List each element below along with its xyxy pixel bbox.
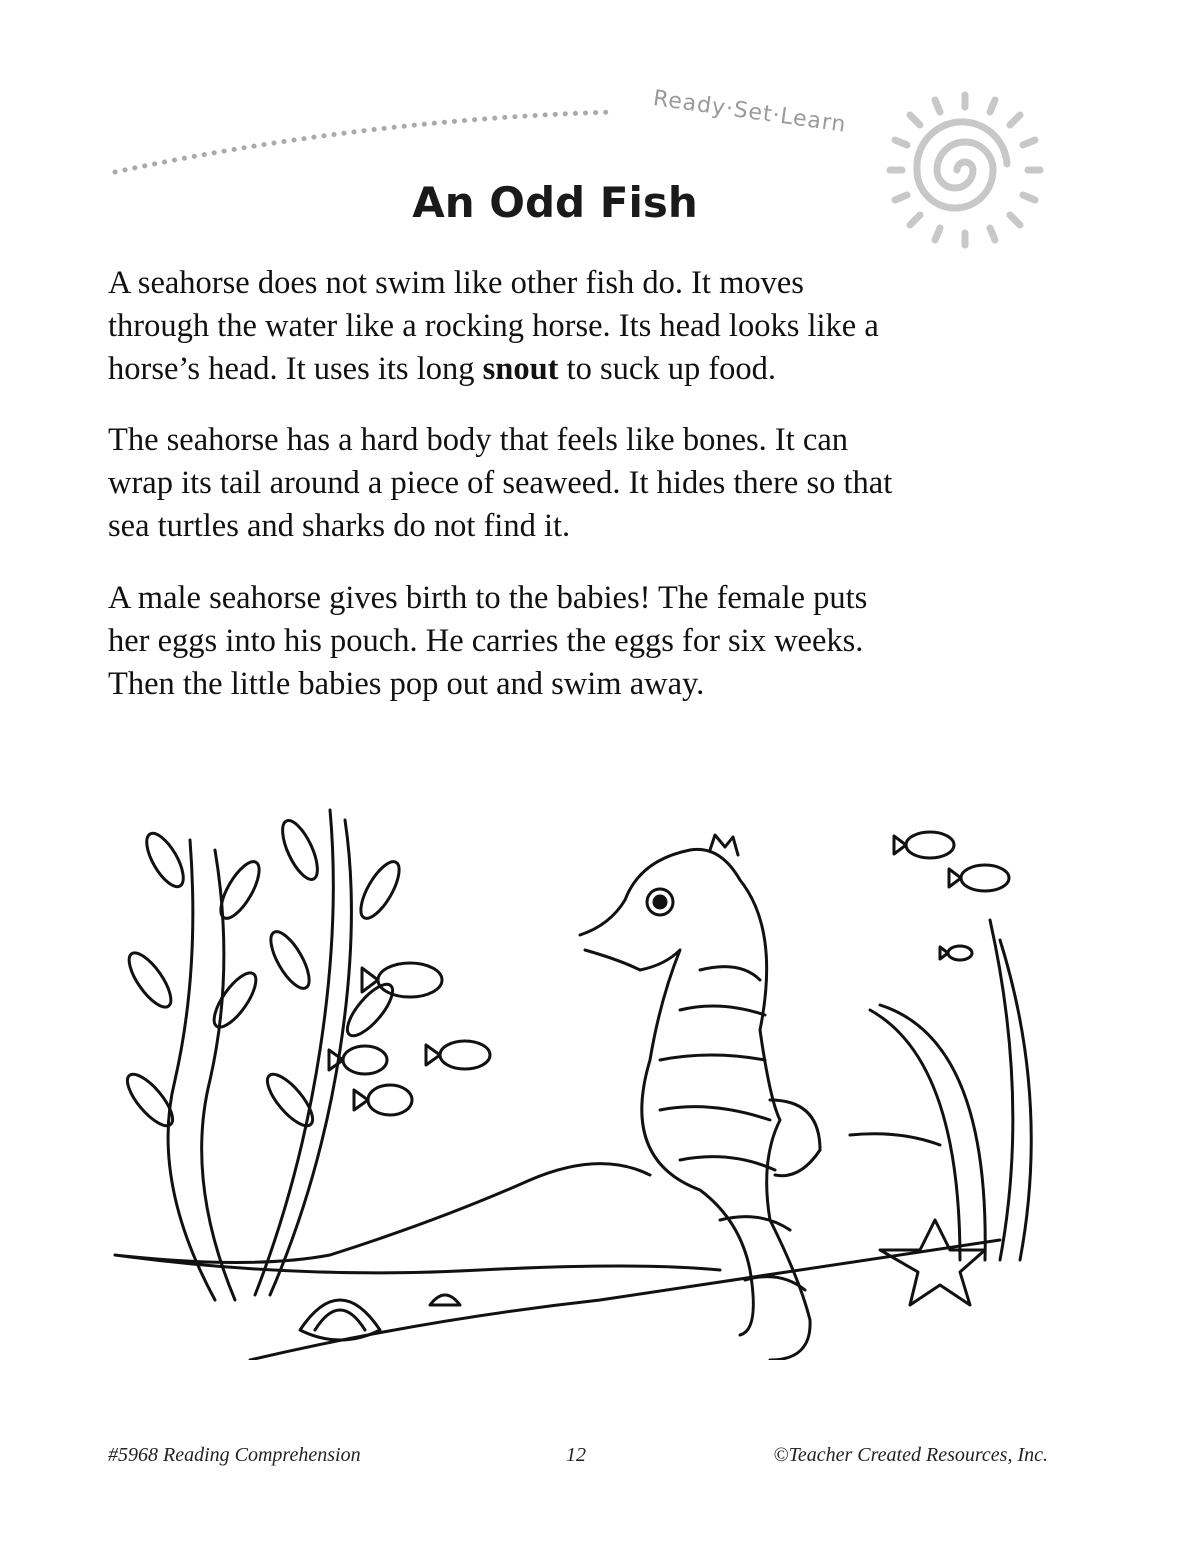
- seahorse: [580, 835, 820, 1360]
- sun-icon: [880, 85, 1050, 255]
- text-segment: to suck up food.: [558, 351, 777, 387]
- starfish: [880, 1220, 985, 1305]
- text-segment: horse’s head. It uses its long: [108, 351, 483, 387]
- page-number: 12: [566, 1444, 586, 1466]
- paragraph-1: [108, 262, 879, 391]
- text-line: wrap its tail around a piece of seaweed. It hides there so that: [108, 465, 893, 501]
- text-line: through the water like a rocking horse. Its head looks like a: [108, 308, 879, 344]
- footer-copyright: ©Teacher Created Resources, Inc.: [773, 1444, 1048, 1466]
- fish: [329, 832, 1009, 1115]
- brand-logo-text: Ready·Set·Learn: [651, 86, 849, 138]
- shell: [430, 1295, 460, 1305]
- vocabulary-word: snout: [482, 351, 559, 387]
- text-line: [108, 348, 879, 391]
- text-line: her eggs into his pouch. He carries the eggs for six weeks.: [108, 623, 864, 659]
- text-line: sea turtles and sharks do not find it.: [108, 508, 571, 544]
- text-line: A seahorse does not swim like other fish do. It moves: [108, 265, 804, 301]
- shell: [300, 1300, 380, 1340]
- seaweed: [120, 810, 406, 1300]
- seaweed: [870, 920, 1031, 1260]
- seahorse-illustration: [0, 800, 1200, 1360]
- paragraph-2: [108, 419, 892, 548]
- footer-book-title: #5968 Reading Comprehension: [108, 1444, 361, 1466]
- text-line: A male seahorse gives birth to the babies! The female puts: [108, 580, 868, 616]
- text-line: The seahorse has a hard body that feels like bones. It can: [108, 422, 849, 458]
- page-title: An Odd Fish: [412, 178, 698, 227]
- paragraph-3: [108, 577, 867, 706]
- text-line: Then the little babies pop out and swim away.: [108, 666, 705, 702]
